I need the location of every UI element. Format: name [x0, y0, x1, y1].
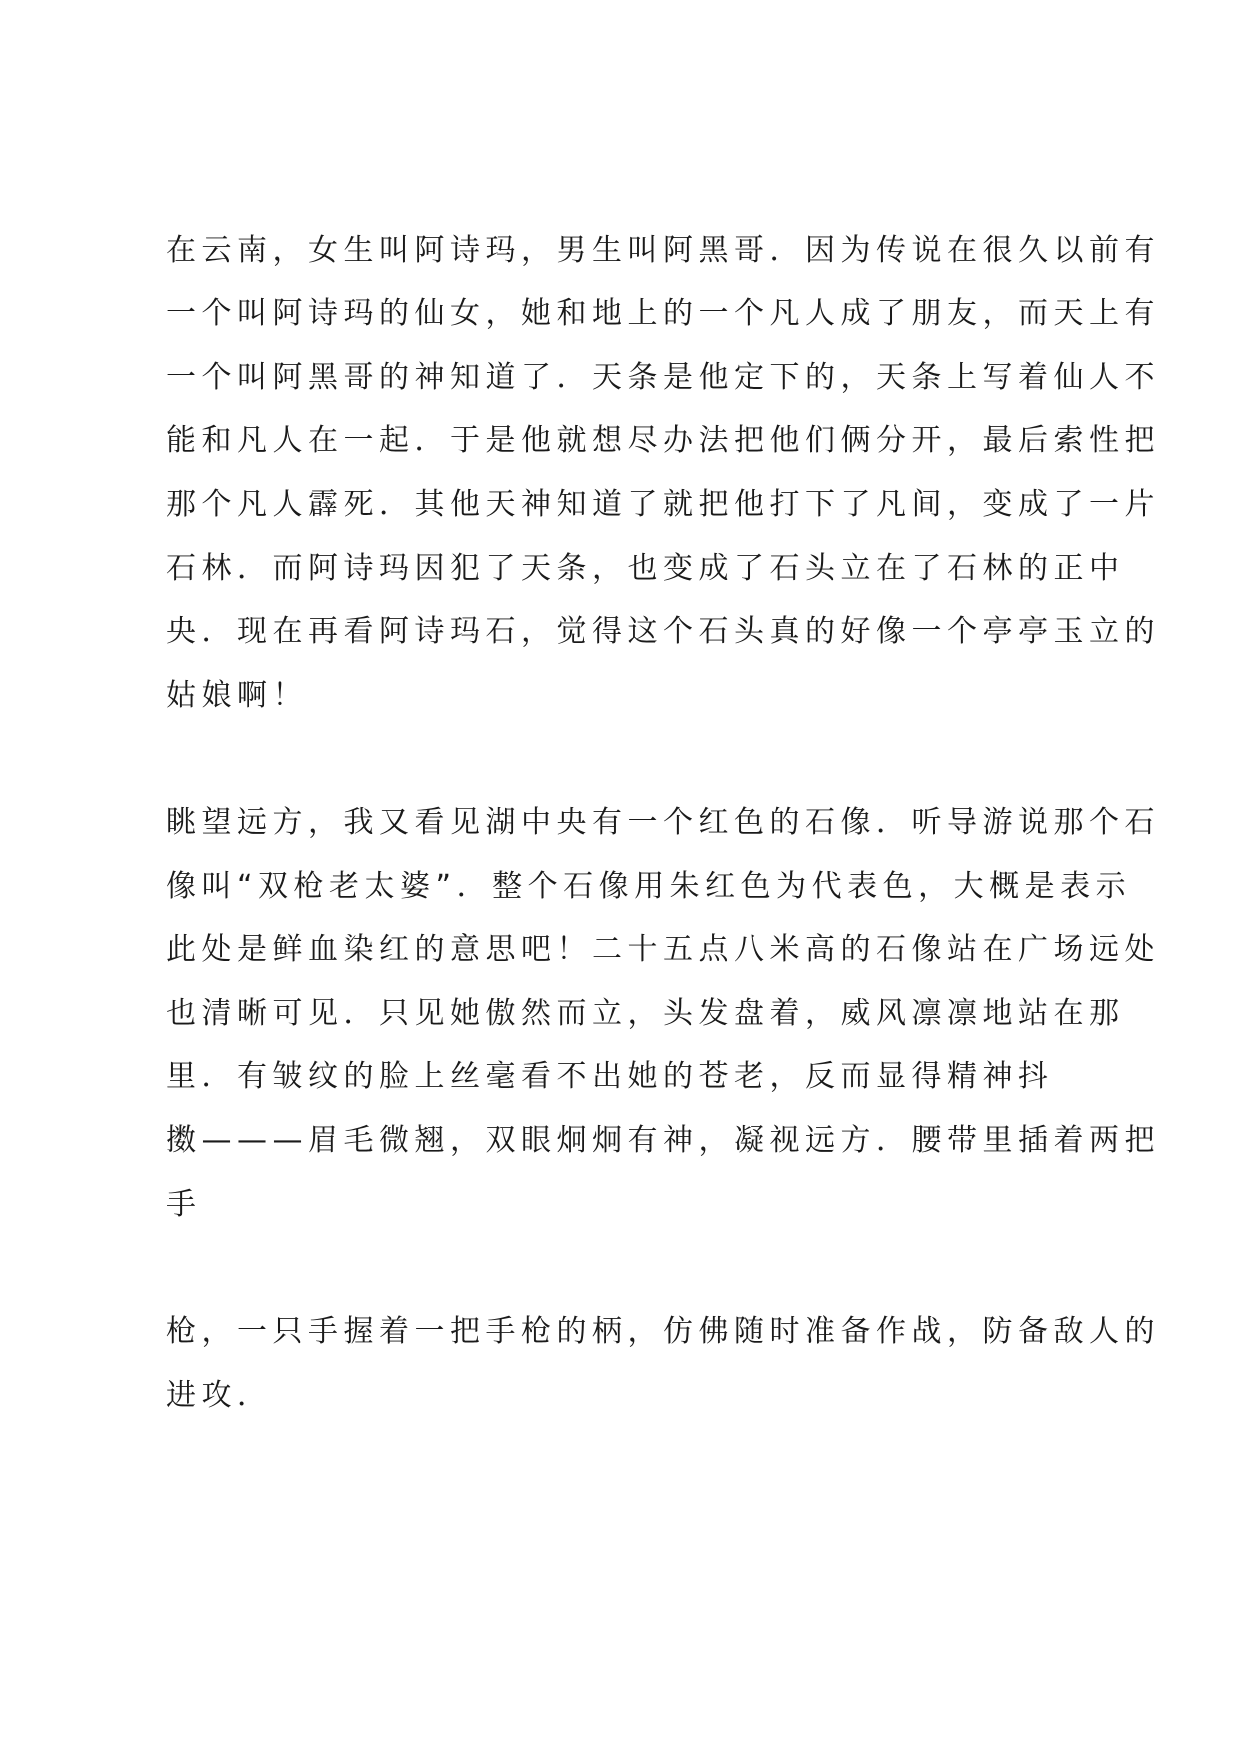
text-line: 此处是鲜血染红的意思吧！二十五点八米高的石像站在广场远处	[166, 932, 1160, 967]
text-line: 央．现在再看阿诗玛石，觉得这个石头真的好像一个亭亭玉立的	[166, 614, 1160, 649]
text-line: 一个叫阿诗玛的仙女，她和地上的一个凡人成了朋友，而天上有	[166, 296, 1160, 331]
text-line: 手	[166, 1187, 202, 1222]
text-line: 也清晰可见．只见她傲然而立，头发盘着，威风凛凛地站在那	[166, 996, 1125, 1031]
text-line: 眺望远方，我又看见湖中央有一个红色的石像．听导游说那个石	[166, 805, 1160, 840]
text-line: 里．有皱纹的脸上丝毫看不出她的苍老，反而显得精神抖	[166, 1059, 1054, 1094]
text-line: 像叫“双枪老太婆”．整个石像用朱红色为代表色，大概是表示	[166, 869, 1132, 904]
text-line: 进攻．	[166, 1378, 273, 1413]
text-line: 能和凡人在一起．于是他就想尽办法把他们俩分开，最后索性把	[166, 423, 1160, 458]
text-line: 一个叫阿黑哥的神知道了．天条是他定下的，天条上写着仙人不	[166, 360, 1160, 395]
text-line: 姑娘啊！	[166, 678, 308, 713]
text-line: 枪，一只手握着一把手枪的柄，仿佛随时准备作战，防备敌人的	[166, 1314, 1160, 1349]
text-line: 那个凡人霹死．其他天神知道了就把他打下了凡间，变成了一片	[166, 487, 1160, 522]
text-line: 在云南，女生叫阿诗玛，男生叫阿黑哥．因为传说在很久以前有	[166, 233, 1160, 268]
text-line: 擞———眉毛微翘，双眼炯炯有神，凝视远方．腰带里插着两把	[166, 1123, 1160, 1158]
text-line: 石林．而阿诗玛因犯了天条，也变成了石头立在了石林的正中	[166, 551, 1125, 586]
